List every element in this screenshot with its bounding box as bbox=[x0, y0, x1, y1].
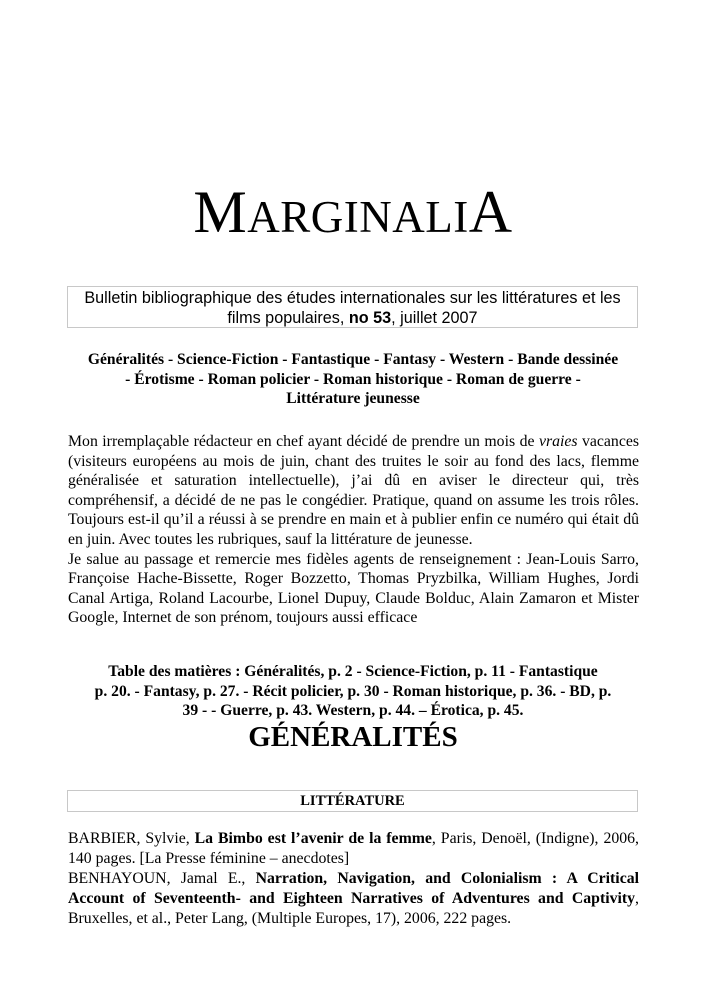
toc-line: 39 - - Guerre, p. 43. Western, p. 44. – Érotica, p. 45. bbox=[182, 702, 524, 720]
subtitle-text: Bulletin bibliographique des études internationales sur les littératures et les films populaires, bbox=[84, 289, 621, 327]
subtitle-box bbox=[67, 286, 638, 328]
entry-author: BARBIER, Sylvie, bbox=[68, 830, 195, 847]
table-of-contents bbox=[66, 662, 640, 721]
masthead-initial: M bbox=[193, 179, 248, 245]
entry-title: Narration, Navigation, and Colonialism : A Critical Account of Seventeenth- and Eighteen Narratives of Adventures and Captivity bbox=[68, 870, 639, 907]
toc-line: p. 20. - Fantasy, p. 27. - Récit policier, p. 30 - Roman historique, p. 36. - BD, p. bbox=[94, 682, 612, 700]
rubrics-line: - Érotisme - Roman policier - Roman historique - Roman de guerre - bbox=[125, 370, 581, 388]
masthead-title bbox=[0, 172, 706, 257]
bibliography-entry bbox=[68, 829, 639, 869]
toc-line: Table des matières : Généralités, p. 2 - Science-Fiction, p. 11 - Fantastique bbox=[108, 663, 598, 680]
rubrics-list bbox=[66, 350, 640, 409]
acknowledgements-paragraph: Je salue au passage et remercie mes fidèles agents de renseignement : Jean-Louis Sarro, Françoise Hache-Bissette, Roger Bozzetto, Thomas Pryzbilka, William Hughes, Jordi Canal Artiga, Roland Lacourbe, Lionel Dupuy, Claude Bolduc, Alain Zamaron et Mister Google, Internet de son prénom, toujours aussi efficace bbox=[68, 550, 639, 627]
intro-text: Mon irremplaçable rédacteur en chef ayant décidé de prendre un mois de bbox=[68, 433, 539, 450]
bibliography-entry bbox=[68, 869, 639, 929]
intro-emphasis: vraies bbox=[538, 433, 578, 450]
intro-text: vacances (visiteurs européens au mois de juin, chant des truites le soir au fond des lacs, flemme généralisée et saturation intellectuelle), j’ai dû en aviser le directeur qui, très compréhensif, a décidé de ne pas le congédier. Pratique, quand on assume les trois rôles. Toujours est-il qu’il a réussi à se prendre en main et à publier enfin ce numéro qui était dû en juin. Avec toutes les rubriques, sauf la littérature de jeunesse. bbox=[68, 433, 639, 548]
entry-details: , Bruxelles, et al., Peter Lang, (Multiple Europes, 17), 2006, 222 pages. bbox=[68, 890, 639, 927]
entry-author: BENHAYOUN, Jamal E., bbox=[68, 870, 256, 887]
editorial-intro bbox=[68, 432, 639, 628]
masthead-smallcaps: ARGINALI bbox=[247, 192, 469, 242]
entry-title: La Bimbo est l’avenir de la femme bbox=[194, 830, 432, 847]
issue-date: , juillet 2007 bbox=[391, 309, 478, 327]
intro-paragraph bbox=[68, 432, 639, 550]
rubrics-line: Littérature jeunesse bbox=[286, 390, 420, 407]
bibliography-list bbox=[68, 829, 639, 929]
subsection-title: LITTÉRATURE bbox=[67, 790, 638, 812]
masthead-final: A bbox=[468, 179, 513, 245]
issue-number: no 53 bbox=[348, 309, 392, 327]
entry-details: , Paris, Denoël, (Indigne), 2006, 140 pages. [La Presse féminine – anecdotes] bbox=[68, 830, 639, 867]
rubrics-line: Généralités - Science-Fiction - Fantastique - Fantasy - Western - Bande dessinée bbox=[87, 351, 619, 368]
section-title: GÉNÉRALITÉS bbox=[248, 721, 458, 753]
